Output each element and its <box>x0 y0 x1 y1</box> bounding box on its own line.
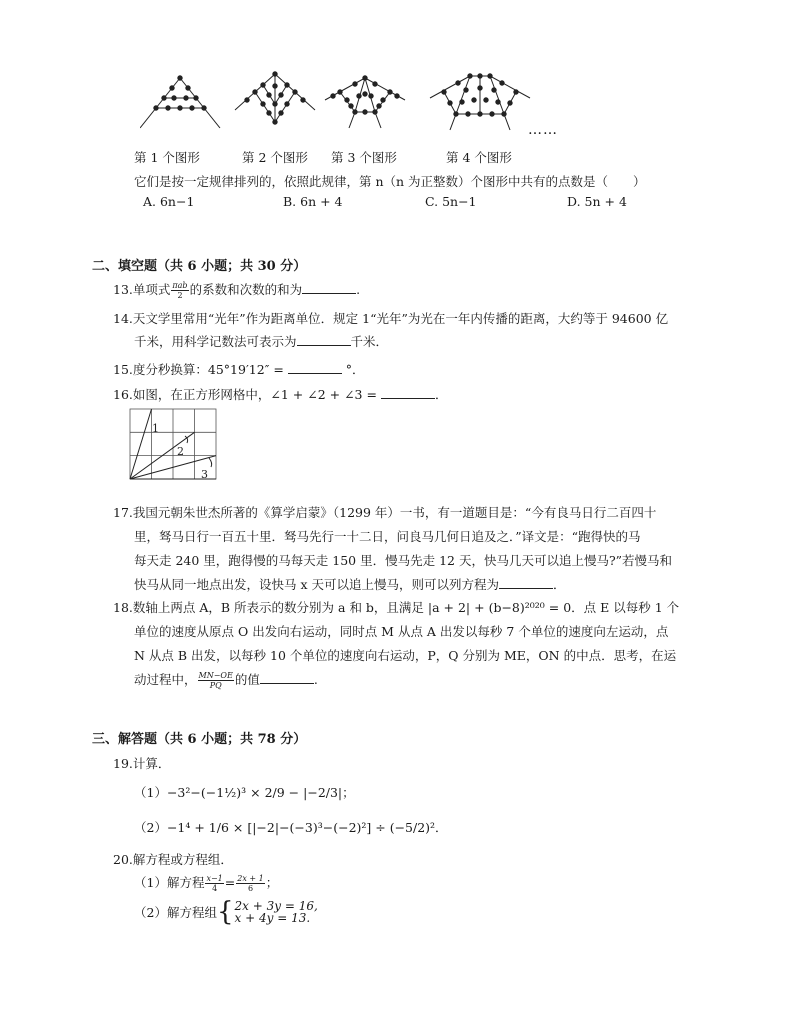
q20-left-fraction <box>205 874 223 893</box>
q18-line3: N 从点 B 出发，以每秒 10 个单位的速度向右运动，P，Q 分别为 ME，ON 的中点．思考，在运 <box>134 648 677 663</box>
q16-ray-1 <box>130 409 152 479</box>
pattern-figure-1 <box>140 76 220 128</box>
q16-number: 16. <box>113 387 133 402</box>
q20-part1 <box>134 873 278 893</box>
q12-option-b[interactable]: B. 6n + 4 <box>283 194 343 209</box>
q17-line2: 里，驽马日行一百五十里．驽马先行一十二日，问良马几何日追及之．”译文是：“跑得快的马 <box>134 529 641 544</box>
q13-frac-den: 2 <box>177 291 183 300</box>
q17-text4: 快马从同一地点出发，设快马 x 天可以追上慢马，则可以列方程为 <box>134 577 499 592</box>
q18-frac-num: MN−OE <box>198 671 233 680</box>
q18-post: 的值 <box>234 672 260 687</box>
q13-pre: 单项式 <box>132 282 171 297</box>
q14-unit: 千米． <box>350 334 389 349</box>
q18-text1: 数轴上两点 A，B 所表示的数分别为 a 和 b，且满足 |a + 2| + (b−8)²⁰²⁰ = 0．点 E 以每秒 1 个 <box>132 600 680 615</box>
q20-right-fraction <box>236 874 264 893</box>
caption-figure-3: 第 3 个图形 <box>331 150 397 165</box>
caption-figure-1: 第 1 个图形 <box>134 150 200 165</box>
q20-left-den: 4 <box>212 884 218 893</box>
section2-heading: 二、填空题（共 6 小题；共 30 分） <box>92 259 307 274</box>
q19-title-text: 计算． <box>132 756 171 771</box>
q20-p1-eq: = <box>224 875 236 890</box>
q20-right-num: 2x + 1 <box>237 874 264 883</box>
q18-line4 <box>134 670 318 690</box>
q12-option-c[interactable]: C. 5n−1 <box>425 194 477 209</box>
q14-line1 <box>113 309 668 327</box>
q15-pre: 度分秒换算：45°19′12″ = <box>132 362 284 377</box>
q16-answer-blank[interactable] <box>381 386 435 399</box>
q20-left-num: x−1 <box>206 874 223 883</box>
pattern-ellipsis: …… <box>528 122 558 138</box>
q12-option-a[interactable]: A. 6n−1 <box>143 194 195 209</box>
q20-brace: { <box>216 897 234 927</box>
q15-answer-blank[interactable] <box>288 361 342 374</box>
q18-fraction <box>198 671 234 690</box>
q20-title <box>113 850 233 868</box>
q16-label-1: 1 <box>152 422 159 435</box>
q18-line2: 单位的速度从原点 O 出发向右运动，同时点 M 从点 A 出发以每秒 7 个单位的速度向左运动，点 <box>134 624 669 639</box>
q20-title-text: 解方程或方程组． <box>132 852 233 867</box>
q12-question: 它们是按一定规律排列的，依照此规律，第 n（n 为正整数）个图形中共有的点数是（ ） <box>134 174 646 189</box>
q14-answer-blank[interactable] <box>297 333 351 346</box>
q13-post: 的系数和次数的和为 <box>189 282 303 297</box>
q19-number: 19. <box>113 756 133 771</box>
q16 <box>113 385 447 403</box>
q20-right-den: 6 <box>247 884 254 893</box>
q15-post: °． <box>345 362 365 377</box>
q14-text2: 千米，用科学记数法可表示为 <box>134 334 297 349</box>
q17-answer-blank[interactable] <box>499 576 553 589</box>
q17-line3: 每天走 240 里，跑得慢的马每天走 150 里．慢马先走 12 天，快马几天可以追上慢马?”若慢马和 <box>134 553 673 568</box>
q17-line1 <box>113 503 656 521</box>
q16-label-2: 2 <box>177 445 184 458</box>
q15-number: 15. <box>113 362 133 377</box>
q14-line2 <box>134 332 388 350</box>
q18-answer-blank[interactable] <box>260 671 314 684</box>
q18-number: 18. <box>113 600 133 615</box>
q13 <box>113 280 360 300</box>
q13-frac-num: πab <box>172 281 188 290</box>
q12-option-d[interactable]: D. 5n + 4 <box>567 194 627 209</box>
q16-pre: 如图，在正方形网格中，∠1 + ∠2 + ∠3 = <box>132 387 377 402</box>
q18-frac-den: PQ <box>209 681 222 690</box>
q14-number: 14. <box>113 311 133 326</box>
q19-part2: （2）−1⁴ + 1/6 × [|−2|−(−3)³−(−2)²] ÷ (−5/2)²． <box>134 820 448 835</box>
q20-part2 <box>134 897 318 927</box>
q17-text1: 我国元朝朱世杰所著的《算学启蒙》（1299 年）一书，有一道题目是：“今有良马日行二百四十 <box>132 505 657 520</box>
q13-fraction <box>171 281 188 300</box>
section3-heading: 三、解答题（共 6 小题；共 78 分） <box>92 732 307 747</box>
q15 <box>113 360 365 378</box>
q19-part1: （1）−3²−(−1½)³ × 2/9 − |−2/3|； <box>134 785 355 800</box>
q20-number: 20. <box>113 852 133 867</box>
q16-arc-3 <box>209 458 212 467</box>
caption-figure-2: 第 2 个图形 <box>242 150 308 165</box>
q17-end: ． <box>553 577 566 592</box>
q16-grid-figure <box>129 408 219 482</box>
q18-text4: 动过程中， <box>134 672 197 687</box>
q20-eq1: 2x + 3y = 16, <box>234 899 318 913</box>
q13-end: . <box>356 282 361 297</box>
q20-p2-label: （2）解方程组 <box>134 905 217 920</box>
q20-p1-end: ； <box>265 875 279 890</box>
q16-post: ． <box>434 387 448 402</box>
pattern-figure-3 <box>325 76 405 128</box>
q20-eq2: x + 4y = 13. <box>234 911 311 925</box>
q20-p1-label: （1）解方程 <box>134 875 205 890</box>
q16-label-3: 3 <box>201 468 208 481</box>
q18-end: . <box>313 672 318 687</box>
pattern-figure-4 <box>430 74 530 130</box>
q18-line1 <box>113 598 679 616</box>
q17-number: 17. <box>113 505 133 520</box>
q14-text1: 天文学里常用“光年”作为距离单位．规定 1“光年”为光在一年内传播的距离，大约等于 94600 亿 <box>132 311 669 326</box>
caption-figure-4: 第 4 个图形 <box>446 150 512 165</box>
q13-number: 13. <box>113 282 133 297</box>
q17-line4 <box>134 575 566 593</box>
q13-answer-blank[interactable] <box>302 281 356 294</box>
pattern-figure-2 <box>235 72 315 124</box>
q20-equation-system <box>216 897 318 927</box>
q19-title <box>113 754 170 772</box>
